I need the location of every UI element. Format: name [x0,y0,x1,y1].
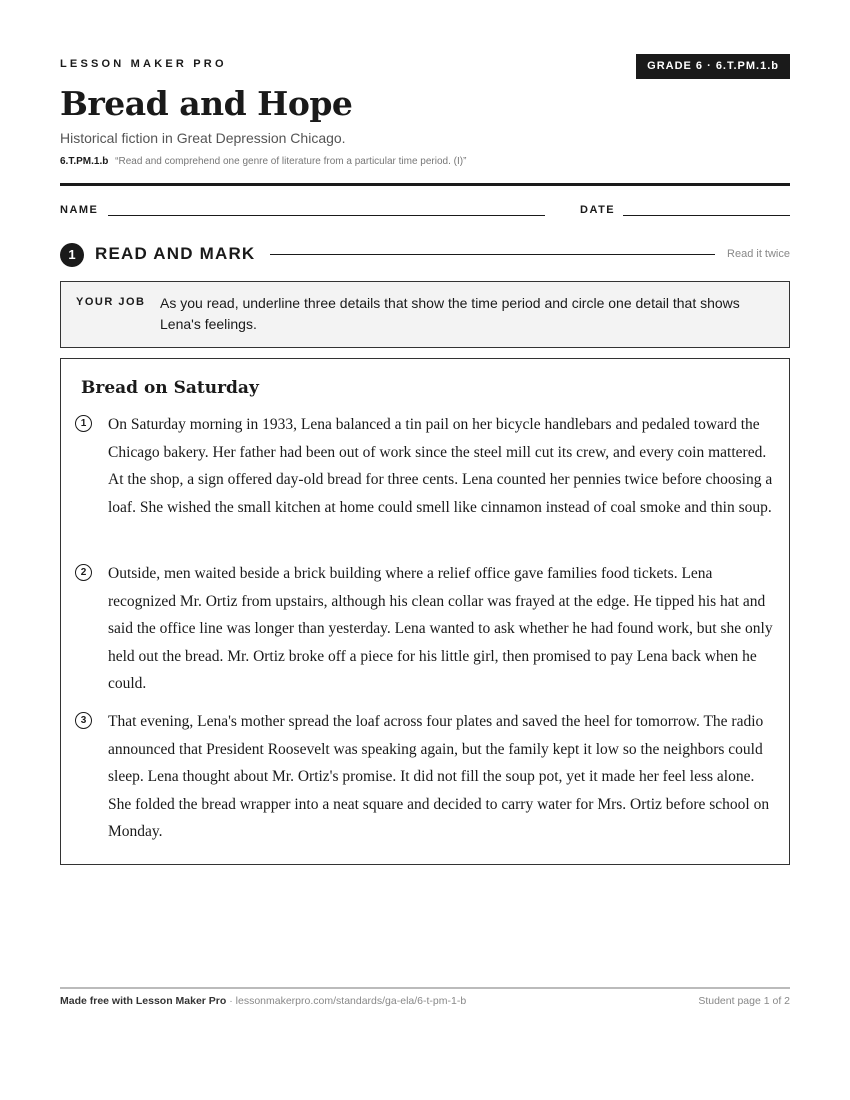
header-divider [60,183,790,186]
section-title: READ AND MARK [95,244,256,263]
standard-code: 6.T.PM.1.b [60,156,109,167]
paragraph-number: 1 [75,415,92,432]
job-label: YOUR JOB [76,296,146,308]
job-text: As you read, underline three details that show the time period and circle one detail that shows Lena's feelings. [160,295,740,332]
footer-credit [60,995,466,1007]
paragraph-text: On Saturday morning in 1933, Lena balanced a tin pail on her bicycle handlebars and pedaled toward the Chicago bakery. Her father had been out of work since the steel mill cut its crew, and every coin mattered. At the shop, a sign offered day-old bread for three cents. Lena counted her pennies twice before choosing a loaf. She wished the small kitchen at home could smell like cinnamon instead of coal smoke and thin soup. [108,416,773,516]
name-label: NAME [60,204,99,216]
name-field[interactable] [108,215,545,216]
standard-line [60,156,466,167]
date-field[interactable] [623,215,790,216]
section-rule [270,254,715,255]
story-title: Bread on Saturday [81,378,259,398]
section-header [60,242,790,268]
section-note: Read it twice [727,248,790,260]
worksheet-subtitle: Historical fiction in Great Depression Chicago. [60,130,346,146]
footer-url-link[interactable]: lessonmakerpro.com/standards/ga-ela/6-t-pm-1-b [235,995,467,1007]
paragraph-number: 3 [75,712,92,729]
footer-page-number: Student page 1 of 2 [698,995,790,1007]
grade-badge: GRADE 6 · 6.T.PM.1.b [636,54,790,79]
footer-separator: · [226,995,236,1007]
job-instructions-box [60,281,790,348]
worksheet-page [60,0,790,1100]
paragraph-text: Outside, men waited beside a brick building where a relief office gave families food tickets. Lena recognized Mr. Ortiz from upstairs, although his clean collar was frayed at the edge. He tipped his hat and said the office line was longer than yesterday. Lena wanted to ask whether he had found work, but she only held out the bread. Mr. Ortiz broke off a piece for his little girl, then promised to pay Lena back when he could. [108,565,773,692]
paragraph-number: 2 [75,564,92,581]
paragraph-text: That evening, Lena's mother spread the loaf across four plates and saved the heel for tomorrow. The radio announced that President Roosevelt was speaking again, but the family kept it low so the neighbors could sleep. Lena thought about Mr. Ortiz's promise. It did not fill the soup pot, yet it made her feel less alone. She folded the bread wrapper into a neat square and decided to carry water for Mrs. Ortiz before school on Monday. [108,713,770,840]
worksheet-title: Bread and Hope [60,84,353,123]
footer-divider [60,987,790,989]
date-label: DATE [580,204,616,216]
brand-name: LESSON MAKER PRO [60,58,227,70]
reading-passage-box [60,358,790,865]
standard-text: “Read and comprehend one genre of literature from a particular time period. (I)” [115,156,467,167]
section-number-badge: 1 [60,243,84,267]
footer-made-with: Made free with Lesson Maker Pro [60,995,227,1007]
